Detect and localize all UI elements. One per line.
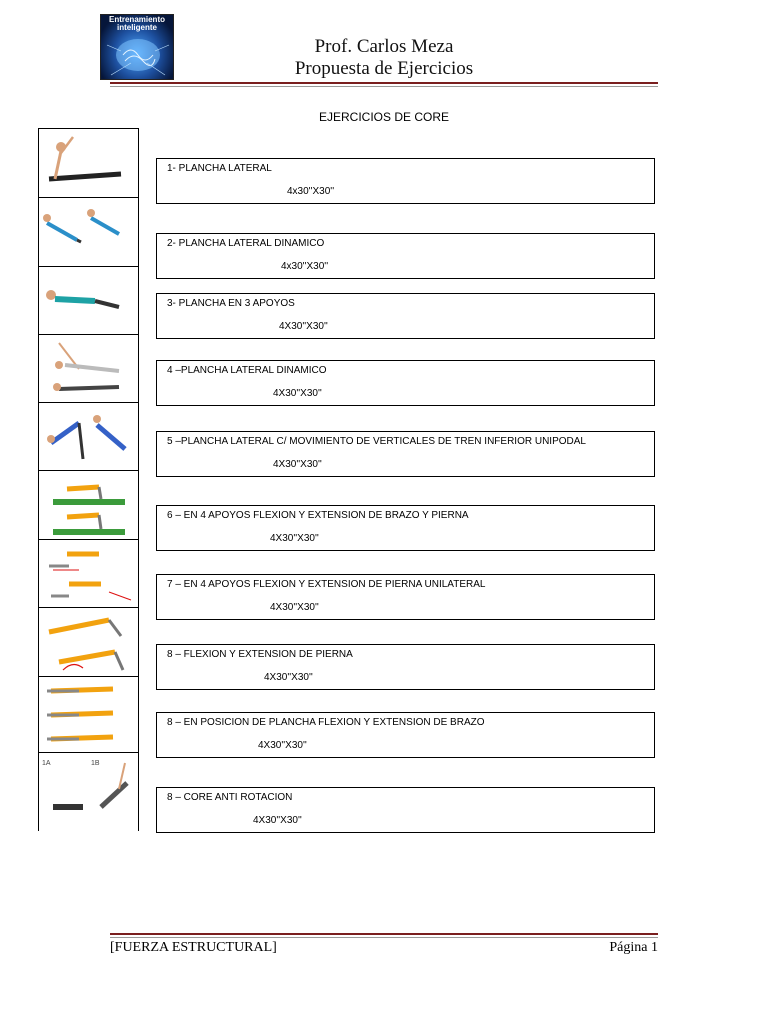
exercise-title: 3- PLANCHA EN 3 APOYOS [167,298,295,309]
exercise-title: 8 – EN POSICION DE PLANCHA FLEXION Y EXTENSION DE BRAZO [167,717,485,728]
brain-icon [101,15,174,80]
exercise-reps: 4X30''X30'' [273,459,322,470]
exercise-reps: 4X30''X30'' [270,533,319,544]
exercise-image-6 [39,471,138,540]
header-rule-secondary [110,86,658,87]
document-subtitle: Propuesta de Ejercicios [294,58,474,79]
exercise-title: 1- PLANCHA LATERAL [167,163,272,174]
exercise-image-4 [39,335,138,403]
footer-rule [110,933,658,935]
image-label-1a: 1A [42,760,51,767]
exercise-box-9 [156,712,655,758]
exercise-reps: 4X30''X30'' [279,321,328,332]
logo [100,14,174,80]
exercise-title: 2- PLANCHA LATERAL DINAMICO [167,238,325,249]
exercise-box-4 [156,360,655,406]
exercise-reps: 4X30''X30'' [273,388,322,399]
exercise-box-7 [156,574,655,620]
exercise-image-7 [39,540,138,608]
footer-rule-secondary [110,937,658,938]
exercise-reps: 4x30''X30'' [287,186,335,197]
exercise-image-9 [39,677,138,753]
exercise-box-5 [156,431,655,477]
exercise-image-column [38,128,139,831]
exercise-title: 4 –PLANCHA LATERAL DINAMICO [167,365,327,376]
exercise-box-3 [156,293,655,339]
image-label-1b: 1B [91,760,100,767]
page-title: EJERCICIOS DE CORE [318,110,450,124]
logo-text: Entrenamiento inteligente [108,15,165,32]
exercise-image-10 [39,753,138,831]
exercise-title: 6 – EN 4 APOYOS FLEXION Y EXTENSION DE BRAZO Y PIERNA [167,510,469,521]
exercise-image-2 [39,198,138,267]
footer-section-label: [FUERZA ESTRUCTURAL] [110,940,277,955]
exercise-image-8 [39,608,138,677]
exercise-title: 8 – FLEXION Y EXTENSION DE PIERNA [167,649,353,660]
exercise-reps: 4X30''X30'' [264,672,313,683]
exercise-title: 5 –PLANCHA LATERAL C/ MOVIMIENTO DE VERTICALES DE TREN INFERIOR UNIPODAL [167,436,586,447]
exercise-reps: 4X30''X30'' [253,815,302,826]
exercise-title: 7 – EN 4 APOYOS FLEXION Y EXTENSION DE PIERNA UNILATERAL [167,579,486,590]
author-name: Prof. Carlos Meza [314,36,454,57]
exercise-box-8 [156,644,655,690]
exercise-reps: 4x30''X30'' [281,261,329,272]
page-number: Página 1 [609,940,658,955]
exercise-box-10 [156,787,655,833]
exercise-box-2 [156,233,655,279]
exercise-box-1 [156,158,655,204]
exercise-reps: 4X30''X30'' [258,740,307,751]
exercise-image-5 [39,403,138,471]
header-rule [110,82,658,84]
exercise-image-3 [39,267,138,335]
exercise-box-6 [156,505,655,551]
exercise-title: 8 – CORE ANTI ROTACION [167,792,293,803]
exercise-reps: 4X30''X30'' [270,602,319,613]
exercise-image-1 [39,129,138,198]
